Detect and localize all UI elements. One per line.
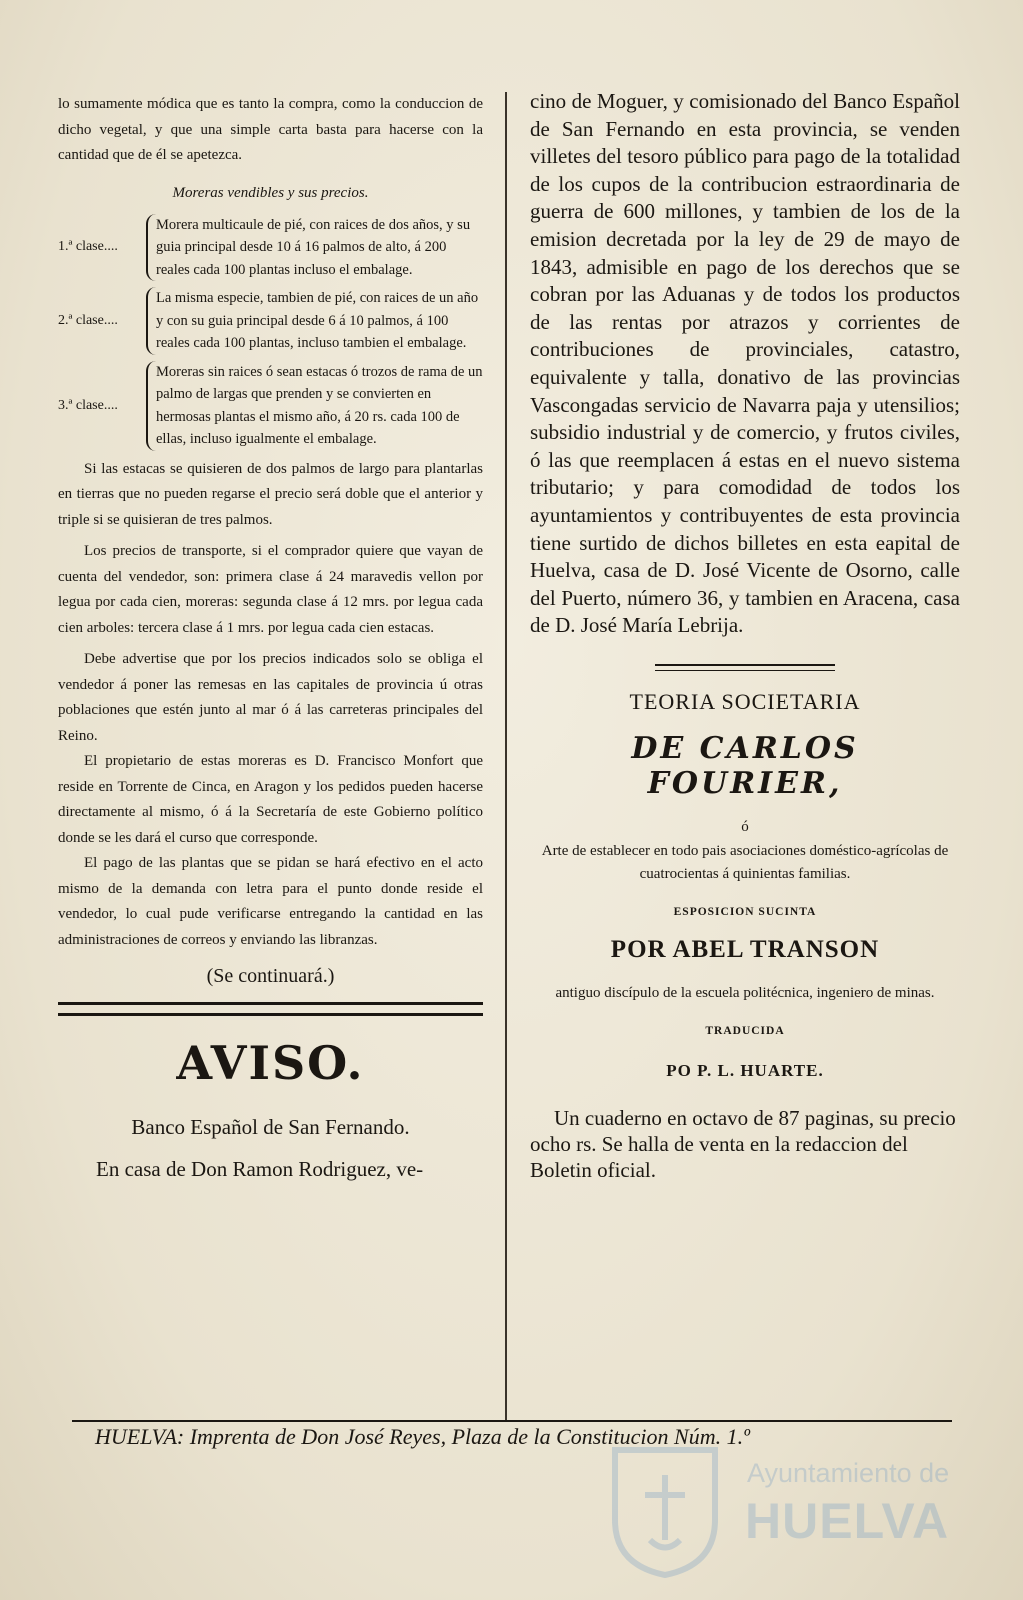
imprint-footer: HUELVA: Imprenta de Don José Reyes, Plaza de la Constitucion Núm. 1.º: [95, 1424, 750, 1449]
watermark-text-top: Ayuntamiento de: [747, 1458, 950, 1488]
paragraph: Si las estacas se quisieren de dos palmos de largo para plantarlas en tierras que no pueden regarse el precio será doble que el anterior y triple si se quisieran de tres palmos.: [58, 460, 483, 528]
paragraph: El propietario de estas moreras es D. Francisco Monfort que reside en Torrente de Cinca, en Aragon y los pedidos pueden hacerse directamente al mismo, ó á la Secretaría de este Gobierno político donde se les dará el curso que corresponde.: [58, 753, 483, 846]
sale-info: Un cuaderno en octavo de 87 paginas, su precio ocho rs. Se halla de venta en la redaccion del Boletin oficial.: [530, 1105, 956, 1182]
left-column: [58, 92, 483, 1184]
notice-title: AVISO.: [176, 1036, 365, 1090]
section-divider: [58, 1002, 483, 1016]
section-divider: [655, 664, 835, 671]
footer-rule: [72, 1420, 952, 1422]
notice-first-line: En casa de Don Ramon Rodriguez, ve-: [96, 1157, 424, 1181]
intro-paragraph: lo sumamente módica que es tanto la compra, como la conduccion de dicho vegetal, y que una simple carta basta para hacerse con la cantidad que de él se apetezca.: [58, 96, 483, 163]
book-title-author: DE CARLOS FOURIER,: [631, 730, 859, 801]
coat-of-arms-icon: [605, 1440, 725, 1580]
class-label: 3.ª clase....: [58, 397, 118, 413]
watermark: [605, 1440, 985, 1580]
class-description: La misma especie, tambien de pié, con raices de un año y con su guia principal desde 6 á 10 palmos, á 100 reales cada 100 plantas, incluso tambien el embalage.: [146, 287, 483, 355]
notice-bank-name: Banco Español de San Fernando.: [131, 1115, 410, 1139]
translator-line: PO P. L. HUARTE.: [666, 1060, 824, 1080]
paragraph: Debe advertise que por los precios indicados solo se obliga el vendedor á poner las remesas en las capitales de provincia ú otras poblaciones que estén junto al mar ó á las carreteras principales del Reino.: [58, 651, 483, 744]
book-title: TEORIA SOCIETARIA: [629, 688, 861, 714]
right-column: [530, 88, 960, 1183]
class-description: Morera multicaule de pié, con raices de dos años, y su guia principal desde 10 á 16 palmos de alto, á 200 reales cada 100 plantas incluso el embalage.: [146, 214, 483, 282]
price-class-1: [58, 214, 483, 282]
notice-continuation: cino de Moguer, y comisionado del Banco Español de San Fernando en esta provincia, se venden villetes del tesoro público para pago de la totalidad de los cupos de la contribucion estraordinaria de guerra de 600 millones, y tambien de los de la emision decretada por la ley de 29 de mayo de 1843, admisible en pago de los derechos que se cobran por las Aduanas y de todos los productos de las rentas por atrazos y corrientes de contribuciones de provinciales, catastro, equivalente y talla, donativo de las provincias Vascongadas servicio de Navarra paja y utensilios; subsidio industrial y de comercio, y frutos civiles, ó las que reemplacen á estas en el nuevo sistema tributario; y para comodidad de todos los ayuntamientos y contribuyentes de esta provincia tiene surtido de dichos billetes en esta eapital de Huelva, casa de D. José Vicente de Osorno, calle del Puerto, número 36, y tambien en Aracena, casa de D. José María Lebrija.: [530, 89, 960, 638]
to-be-continued: (Se continuará.): [206, 965, 335, 987]
price-class-3: [58, 361, 483, 451]
price-class-2: [58, 287, 483, 355]
class-label: 1.ª clase....: [58, 239, 118, 255]
watermark-text-main: HUELVA: [745, 1493, 950, 1549]
exposition-label: ESPOSICION SUCINTA: [673, 905, 817, 918]
author-line: POR ABEL TRANSON: [610, 935, 880, 963]
class-description: Moreras sin raices ó sean estacas ó trozos de rama de un palmo de largas que prenden y se convierten en hermosas plantas el mismo año, á 20 rs. cada 100 de ellas, incluso igualmente el embalage.: [146, 361, 483, 451]
class-label: 2.ª clase....: [58, 312, 118, 328]
column-divider: [505, 92, 507, 1422]
paragraph: El pago de las plantas que se pidan se hará efectivo en el acto mismo de la demanda con letra para el punto donde reside el vendedor, lo cual pude verificarse entregando la cantidad en las administraciones de correos y enviando las libranzas.: [58, 855, 483, 948]
book-subtitle: Arte de establecer en todo pais asociaciones doméstico-agrícolas de cuatrocientas á quinientas familias.: [541, 842, 949, 882]
section-subtitle: Moreras vendibles y sus precios.: [172, 184, 369, 201]
paragraph: Los precios de transporte, si el comprador quiere que vayan de cuenta del vendedor, son: primera clase á 24 maravedis vellon por legua por cada cien, moreras: segunda clase á 12 mrs. por legua cada cien arboles: tercera clase á 1 mrs. por legua cada cien estacas.: [58, 543, 483, 636]
conjunction: ó: [741, 818, 749, 835]
translated-label: TRADUCIDA: [705, 1024, 785, 1037]
author-description: antiguo discípulo de la escuela politécnica, ingeniero de minas.: [555, 984, 935, 1001]
